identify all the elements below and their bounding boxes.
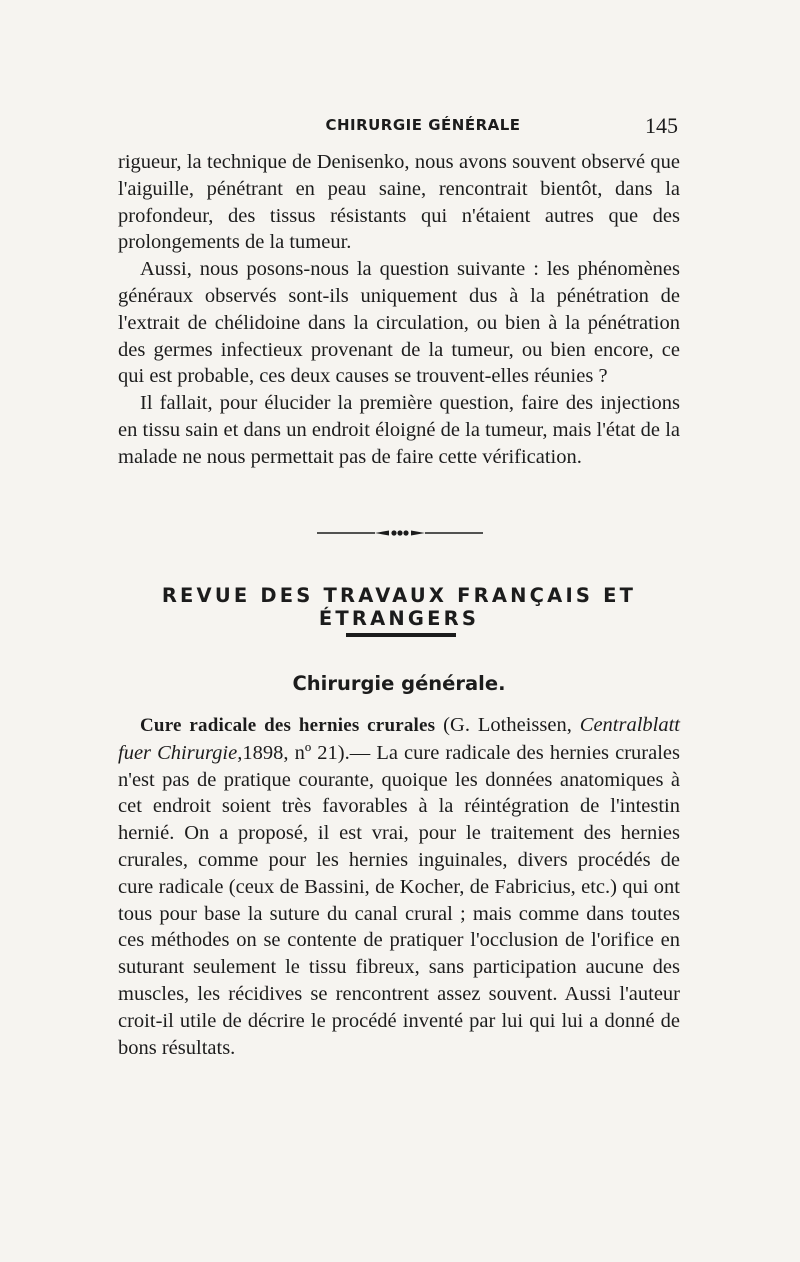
page-header <box>118 113 680 140</box>
article-text <box>118 712 680 1061</box>
continuation-text <box>118 149 680 471</box>
section-rule <box>346 633 456 637</box>
section-title: REVUE DES TRAVAUX FRANÇAIS ET ÉTRANGERS <box>161 584 637 630</box>
paragraph: Il fallait, pour élucider la première question, faire des injections en tissu sain et dans un endroit éloigné de la tumeur, mais l'état de la malade ne nous permettait pas de faire cette vérification. <box>118 392 680 468</box>
running-title: CHIRURGIE GÉNÉRALE <box>325 116 521 134</box>
page-number: 145 <box>645 113 678 138</box>
ornament-divider <box>317 528 483 538</box>
article-citation: 1898, nº 21).— <box>242 741 377 764</box>
paragraph: Aussi, nous posons-nous la question suivante : les phénomènes généraux observés sont-ils uniquement dus à la pénétration de l'extrait de chélidoine dans la circulation, ou bien à la pénétration des germes infectieux provenant de la tumeur, ou bien encore, ce qui est probable, ces deux causes se trouvent-elles réunies ? <box>118 258 680 388</box>
subsection-title: Chirurgie générale. <box>292 672 506 695</box>
article-paragraph <box>118 712 680 1061</box>
article-journal: Centralblatt fuer Chirurgie, <box>118 714 680 764</box>
article-author: (G. Lotheissen, <box>435 714 580 736</box>
article-title: Cure radicale des hernies crurales <box>140 715 436 736</box>
article-body: La cure radicale des hernies crurales n'est pas de pratique courante, quoique les données anatomiques à cet endroit soient très favorables à la réintégration de l'intestin hernié. On a proposé, il est vrai, pour le traitement des hernies crurales, comme pour les hernies inguinales, divers procédés de cure radicale (ceux de Bassini, de Kocher, de Fabricius, etc.) qui ont tous pour base la suture du canal crural ; mais comme dans toutes ces méthodes on se contente de pratiquer l'occlusion de l'orifice en suturant seulement le tissu fibreux, sans participation aucune des muscles, les récidives se rencontrent assez souvent. Aussi l'auteur croit-il utile de décrire le procédé inventé par lui qui lui a donné de bons résultats. <box>118 741 680 1059</box>
paragraph: rigueur, la technique de Denisenko, nous avons souvent observé que l'aiguille, pénétrant en peau saine, rencontrait bientôt, dans la profondeur, des tissus résistants qui n'étaient autres que des prolongements de la tumeur. <box>118 151 680 254</box>
